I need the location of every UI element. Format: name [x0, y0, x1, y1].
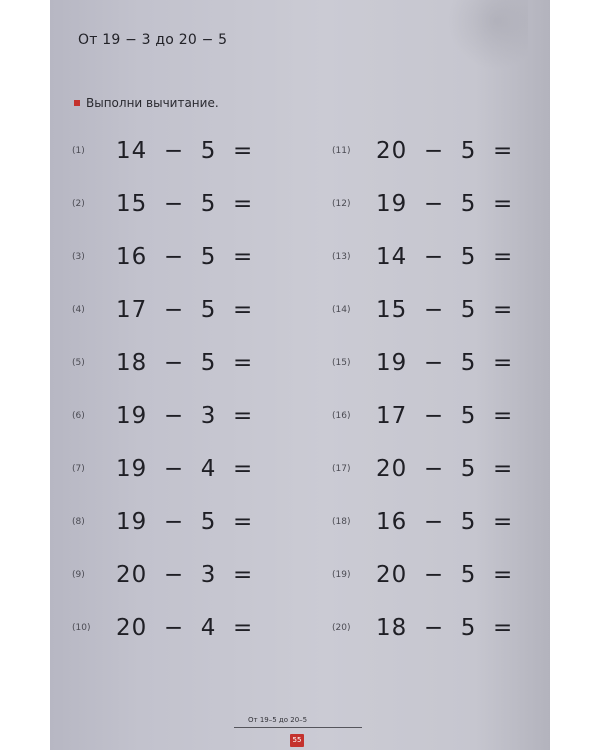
exercise-number: (6): [72, 410, 85, 421]
exercise-number: (19): [332, 569, 351, 580]
workbook-page: [50, 0, 550, 750]
exercise-row: [332, 230, 513, 283]
exercise-expression: 19 − 5 =: [116, 508, 254, 535]
exercise-number: (4): [72, 304, 85, 315]
exercise-expression: 19 − 5 =: [376, 190, 514, 217]
exercise-number: (20): [332, 622, 351, 633]
footer-divider: [234, 727, 362, 728]
exercise-expression: 20 − 3 =: [116, 561, 254, 588]
exercise-number: (8): [72, 516, 85, 527]
exercise-row: [72, 389, 253, 442]
exercise-row: [332, 336, 513, 389]
exercise-number: (1): [72, 145, 85, 156]
exercise-number: (12): [332, 198, 351, 209]
exercise-row: [72, 124, 253, 177]
show-through-shadow: [448, 0, 528, 70]
exercise-row: [72, 283, 253, 336]
exercise-expression: 17 − 5 =: [376, 402, 514, 429]
bullet-square-icon: [74, 100, 80, 106]
exercise-row: [72, 548, 253, 601]
exercise-number: (10): [72, 622, 91, 633]
exercise-expression: 20 − 5 =: [376, 137, 514, 164]
exercise-row: [72, 495, 253, 548]
exercise-expression: 19 − 4 =: [116, 455, 254, 482]
exercise-row: [332, 177, 513, 230]
exercise-number: (3): [72, 251, 85, 262]
exercise-expression: 20 − 5 =: [376, 561, 514, 588]
exercise-expression: 20 − 4 =: [116, 614, 254, 641]
exercise-row: [332, 283, 513, 336]
exercise-expression: 18 − 5 =: [116, 349, 254, 376]
exercise-number: (18): [332, 516, 351, 527]
exercise-expression: 16 − 5 =: [116, 243, 254, 270]
exercise-column-left: [72, 124, 253, 654]
exercise-expression: 20 − 5 =: [376, 455, 514, 482]
exercise-row: [72, 230, 253, 283]
exercise-number: (13): [332, 251, 351, 262]
exercise-row: [332, 442, 513, 495]
exercise-expression: 14 − 5 =: [376, 243, 514, 270]
exercise-expression: 15 − 5 =: [376, 296, 514, 323]
exercise-row: [72, 177, 253, 230]
exercise-row: [332, 389, 513, 442]
exercise-row: [332, 124, 513, 177]
exercise-row: [72, 442, 253, 495]
exercise-number: (11): [332, 145, 351, 156]
exercise-row: [72, 601, 253, 654]
exercise-row: [332, 548, 513, 601]
exercise-row: [72, 336, 253, 389]
exercise-number: (14): [332, 304, 351, 315]
page-title: От 19 − 3 до 20 − 5: [78, 32, 228, 48]
page-number-badge: 55: [290, 734, 304, 747]
exercise-number: (15): [332, 357, 351, 368]
exercise-number: (7): [72, 463, 85, 474]
exercise-number: (17): [332, 463, 351, 474]
exercise-number: (5): [72, 357, 85, 368]
exercise-expression: 19 − 3 =: [116, 402, 254, 429]
exercise-row: [332, 495, 513, 548]
exercise-expression: 18 − 5 =: [376, 614, 514, 641]
exercise-expression: 19 − 5 =: [376, 349, 514, 376]
exercise-row: [332, 601, 513, 654]
exercise-column-right: [332, 124, 513, 654]
exercise-number: (16): [332, 410, 351, 421]
exercise-expression: 15 − 5 =: [116, 190, 254, 217]
exercise-number: (9): [72, 569, 85, 580]
instruction-text: Выполни вычитание.: [86, 96, 219, 110]
footer-running-title: От 19–5 до 20–5: [248, 716, 308, 724]
exercise-expression: 17 − 5 =: [116, 296, 254, 323]
exercise-expression: 14 − 5 =: [116, 137, 254, 164]
exercise-expression: 16 − 5 =: [376, 508, 514, 535]
exercise-number: (2): [72, 198, 85, 209]
instruction: [74, 96, 219, 110]
